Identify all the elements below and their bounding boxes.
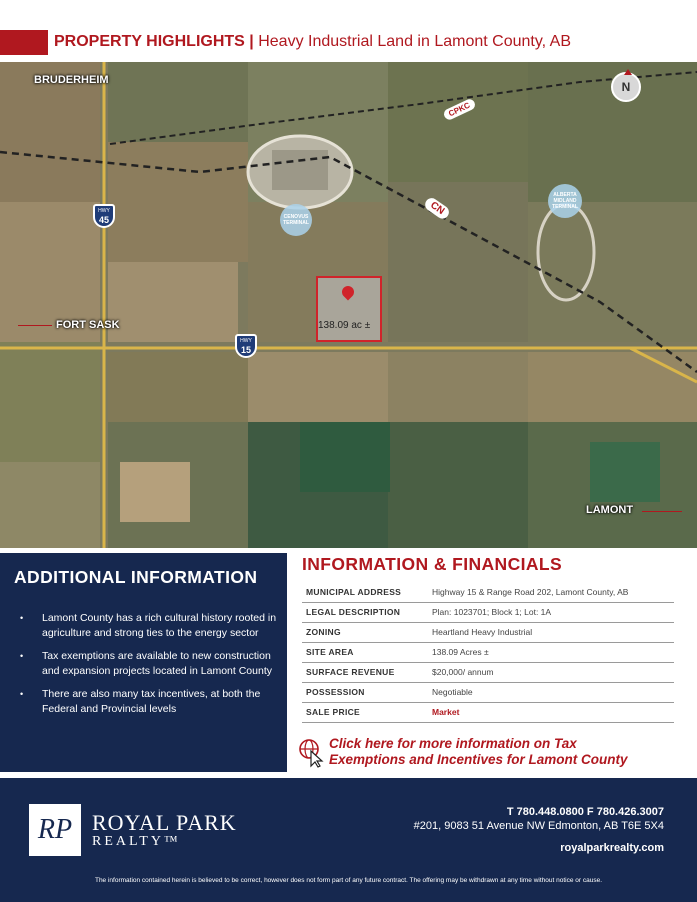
tax-incentives-link-text[interactable] [329,736,628,768]
row-label: LEGAL DESCRIPTION [302,602,432,622]
row-value: Negotiable [432,682,674,702]
parcel-area-label: 138.09 ac ± [318,320,371,331]
office-address: #201, 9083 51 Avenue NW Edmonton, AB T6E 5X4 [413,820,664,832]
additional-information-panel [0,553,287,772]
sale-price-value: Market [432,702,674,722]
highway-15-shield-icon [235,334,257,358]
financials-table [302,582,674,723]
hwy45-prefix: HWY [98,208,110,214]
list-item: • Lamont County has a rich cultural history rooted in agriculture and strong ties to the energy sector [20,611,278,641]
fort-sask-arrow [18,325,52,326]
row-label: POSSESSION [302,682,432,702]
alberta-midland-terminal-marker: ALBERTA MIDLAND TERMINAL [548,184,582,218]
row-label: MUNICIPAL ADDRESS [302,582,432,602]
row-value: Highway 15 & Range Road 202, Lamont County, AB [432,582,674,602]
lamont-arrow [642,511,682,512]
row-value: $20,000/ annum [432,662,674,682]
financials-title: INFORMATION & FINANCIALS [302,554,563,574]
table-row [302,662,674,682]
hwy15-number: 15 [240,345,251,355]
table-row [302,582,674,602]
additional-information-title: ADDITIONAL INFORMATION [14,567,258,587]
row-value: Heartland Heavy Industrial [432,622,674,642]
page-title [54,33,571,51]
table-row [302,702,674,722]
table-row [302,642,674,662]
cpkc-rail-label: CPKC [442,98,476,122]
website-link[interactable]: royalparkrealty.com [560,842,664,854]
header-accent-bar [0,30,48,55]
row-value: Plan: 1023701; Block 1; Lot: 1A [432,602,674,622]
table-row [302,602,674,622]
row-label: SALE PRICE [302,702,432,722]
row-label: ZONING [302,622,432,642]
company-logo: RP [29,804,81,856]
list-item: • There are also many tax incentives, at both the Federal and Provincial levels [20,687,278,717]
row-label: SURFACE REVENUE [302,662,432,682]
cn-rail-label: CN [423,196,452,222]
list-item: • Tax exemptions are available to new construction and expansion projects located in Lamont County [20,649,278,679]
company-name: ROYAL PARK [92,810,237,835]
click-globe-icon [298,738,324,768]
phone-numbers: T 780.448.0800 F 780.426.3007 [506,806,664,818]
row-label: SITE AREA [302,642,432,662]
title-bold: PROPERTY HIGHLIGHTS | [54,33,254,50]
aerial-map [0,62,697,548]
cta-line-2[interactable]: Exemptions and Incentives for Lamont County [329,752,628,767]
page-header [0,0,697,62]
highway-45-shield-icon [93,204,115,228]
map-label-fort-sask: FORT SASK [56,319,120,331]
additional-information-list [20,611,278,725]
tax-incentives-link[interactable] [298,736,678,772]
map-label-lamont: LAMONT [586,504,634,516]
row-value: 138.09 Acres ± [432,642,674,662]
title-subtitle: Heavy Industrial Land in Lamont County, AB [258,33,571,50]
disclaimer-text: The information contained herein is believed to be correct, however does not form part of any future contract. The offering may be withdrawn at any time without notice or cause. [94,877,603,884]
cenovus-terminal-marker: CENOVUS TERMINAL [280,204,312,236]
hwy15-prefix: HWY [240,338,252,344]
page-footer [0,778,697,902]
north-compass-icon: N [611,72,641,102]
cta-line-1[interactable]: Click here for more information on Tax [329,736,577,751]
contact-info [414,805,664,833]
table-row [302,622,674,642]
company-sub-name: REALTY™ [92,834,181,849]
table-row [302,682,674,702]
hwy45-number: 45 [98,215,109,225]
map-label-bruderheim: BRUDERHEIM [34,74,109,86]
